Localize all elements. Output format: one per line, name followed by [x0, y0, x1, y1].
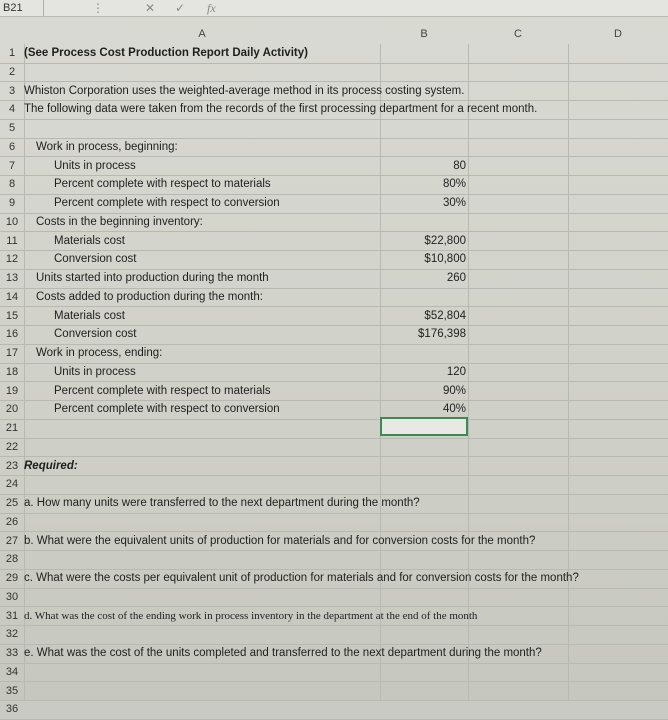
row-number[interactable]: 35 — [5, 684, 19, 697]
cell-b[interactable]: 90% — [442, 384, 466, 397]
sheet-row — [0, 250, 668, 270]
row-number[interactable]: 10 — [5, 215, 19, 228]
cell-a[interactable]: Percent complete with respect to conversion — [54, 197, 280, 209]
row-number[interactable]: 36 — [5, 703, 19, 716]
cell-b[interactable]: $22,800 — [424, 234, 466, 247]
row-number[interactable]: 26 — [5, 515, 19, 528]
cell-a[interactable]: Costs in the beginning inventory: — [36, 215, 203, 228]
column-header-c[interactable]: C — [514, 28, 522, 40]
function-icon[interactable]: fx — [207, 1, 216, 15]
row-number[interactable]: 6 — [8, 140, 16, 153]
cell-a[interactable]: Work in process, ending: — [36, 347, 163, 359]
row-number[interactable]: 7 — [8, 159, 16, 172]
column-header-a[interactable]: A — [198, 28, 206, 40]
sheet-row — [0, 213, 668, 233]
row-number[interactable]: 21 — [5, 422, 19, 434]
row-number[interactable]: 1 — [8, 47, 16, 59]
cell-a[interactable]: Whiston Corporation uses the weighted-average method in its process costing system. — [24, 84, 465, 97]
cell-b[interactable]: $10,800 — [424, 253, 466, 266]
sheet-row — [0, 363, 668, 383]
row-number[interactable]: 18 — [5, 365, 19, 378]
sheet-row — [0, 382, 668, 402]
sheet-row — [0, 625, 668, 645]
row-number[interactable]: 28 — [5, 553, 19, 566]
row-number[interactable]: 31 — [5, 609, 19, 622]
cell-a[interactable]: Materials cost — [54, 234, 125, 247]
sheet-row — [0, 232, 668, 252]
row-number[interactable]: 15 — [5, 309, 19, 322]
sheet-row — [0, 457, 668, 477]
cell-b[interactable]: 80% — [442, 178, 466, 191]
dropdown-icon[interactable]: ⋮ — [92, 1, 104, 15]
row-number[interactable]: 24 — [5, 478, 19, 491]
row-number[interactable]: 22 — [5, 440, 19, 453]
cell-a[interactable]: Costs added to production during the month: — [36, 290, 263, 303]
column-header-d[interactable]: D — [614, 28, 622, 40]
name-box[interactable]: B21 — [0, 0, 44, 16]
row-number[interactable]: 32 — [5, 628, 19, 641]
sheet-row — [0, 175, 668, 195]
row-number[interactable]: 12 — [5, 253, 19, 266]
cell-b[interactable]: $176,398 — [418, 328, 466, 341]
formula-bar — [0, 0, 668, 17]
cell-a[interactable]: Conversion cost — [54, 253, 137, 266]
column-header-b[interactable]: B — [420, 28, 428, 40]
sheet-row — [0, 513, 668, 533]
sheet-row — [0, 532, 668, 552]
cell-a[interactable]: e. What was the cost of the units completed and transferred to the next department during the month? — [24, 647, 542, 659]
cell-a[interactable]: Units in process — [54, 365, 136, 378]
row-number[interactable]: 27 — [5, 534, 19, 547]
sheet-row — [0, 138, 668, 158]
sheet-row — [0, 550, 668, 570]
cell-b[interactable]: 40% — [442, 403, 466, 416]
row-number[interactable]: 17 — [5, 347, 19, 359]
row-number[interactable]: 19 — [5, 384, 19, 397]
row-number[interactable]: 30 — [5, 590, 19, 603]
sheet-row — [0, 588, 668, 608]
sheet-row — [0, 63, 668, 83]
sheet-row — [0, 700, 668, 720]
cell-a[interactable]: The following data were taken from the records of the first processing department for a recent month. — [24, 103, 538, 116]
sheet-row — [0, 400, 668, 420]
row-number[interactable]: 25 — [5, 497, 19, 509]
sheet-row — [0, 494, 668, 514]
sheet-row — [0, 569, 668, 589]
cell-a[interactable]: Work in process, beginning: — [36, 140, 178, 153]
cell-a[interactable]: Percent complete with respect to materials — [54, 178, 271, 191]
sheet-row — [0, 157, 668, 177]
row-number[interactable]: 23 — [5, 459, 19, 472]
cell-a[interactable]: Required: — [24, 459, 78, 472]
sheet-row — [0, 44, 668, 64]
sheet-row — [0, 682, 668, 702]
sheet-row — [0, 475, 668, 495]
sheet-row — [0, 644, 668, 664]
cell-b[interactable]: $52,804 — [424, 309, 466, 322]
sheet-row — [0, 194, 668, 214]
cell-b[interactable]: 260 — [446, 272, 466, 284]
cell-a[interactable]: b. What were the equivalent units of production for materials and for conversion costs for the month? — [24, 534, 536, 547]
cell-a[interactable]: Conversion cost — [54, 328, 137, 341]
row-number[interactable]: 5 — [8, 122, 16, 134]
row-number[interactable]: 34 — [5, 665, 19, 678]
row-number[interactable]: 16 — [5, 328, 19, 341]
sheet-row — [0, 344, 668, 364]
cell-b[interactable]: 80 — [453, 159, 466, 172]
cell-a[interactable]: Units in process — [54, 159, 136, 172]
sheet-row — [0, 663, 668, 683]
row-number[interactable]: 8 — [8, 178, 16, 191]
row-number[interactable]: 9 — [8, 197, 16, 209]
row-number[interactable]: 20 — [5, 403, 19, 416]
cell-a[interactable]: Percent complete with respect to conversion — [54, 403, 280, 416]
row-number[interactable]: 13 — [5, 272, 19, 284]
confirm-icon[interactable]: ✓ — [175, 1, 186, 15]
cell-a[interactable]: (See Process Cost Production Report Daily Activity) — [24, 47, 308, 59]
row-number[interactable]: 11 — [6, 234, 18, 247]
cell-a[interactable]: c. What were the costs per equivalent unit of production for materials and for conversion costs for the month? — [24, 572, 579, 584]
sheet-row — [0, 82, 668, 102]
row-number[interactable]: 3 — [8, 84, 16, 97]
row-number[interactable]: 29 — [5, 572, 19, 584]
row-number[interactable]: 14 — [5, 290, 19, 303]
sheet-row — [0, 325, 668, 345]
cell-a[interactable]: Percent complete with respect to materials — [54, 384, 271, 397]
sheet-row — [0, 288, 668, 308]
cell-a[interactable]: Units started into production during the month — [36, 272, 269, 284]
cell-a[interactable]: a. How many units were transferred to the next department during the month? — [24, 497, 420, 509]
sheet-row — [0, 419, 668, 439]
sheet-row — [0, 119, 668, 139]
sheet-row — [0, 438, 668, 458]
cell-a[interactable]: Materials cost — [54, 309, 125, 322]
row-number[interactable]: 4 — [8, 103, 16, 116]
cell-b[interactable]: 30% — [442, 197, 466, 209]
sheet-row — [0, 269, 668, 289]
cell-b[interactable]: 120 — [446, 365, 466, 378]
sheet-row — [0, 607, 668, 627]
cancel-icon[interactable]: ✕ — [145, 1, 156, 15]
sheet-row — [0, 307, 668, 327]
selected-cell-b21[interactable] — [380, 417, 468, 436]
sheet-row — [0, 100, 668, 120]
cell-a[interactable]: d. What was the cost of the ending work in process inventory in the department at the end of the month — [24, 609, 478, 622]
row-number[interactable]: 2 — [8, 65, 16, 78]
row-number[interactable]: 33 — [5, 647, 19, 659]
